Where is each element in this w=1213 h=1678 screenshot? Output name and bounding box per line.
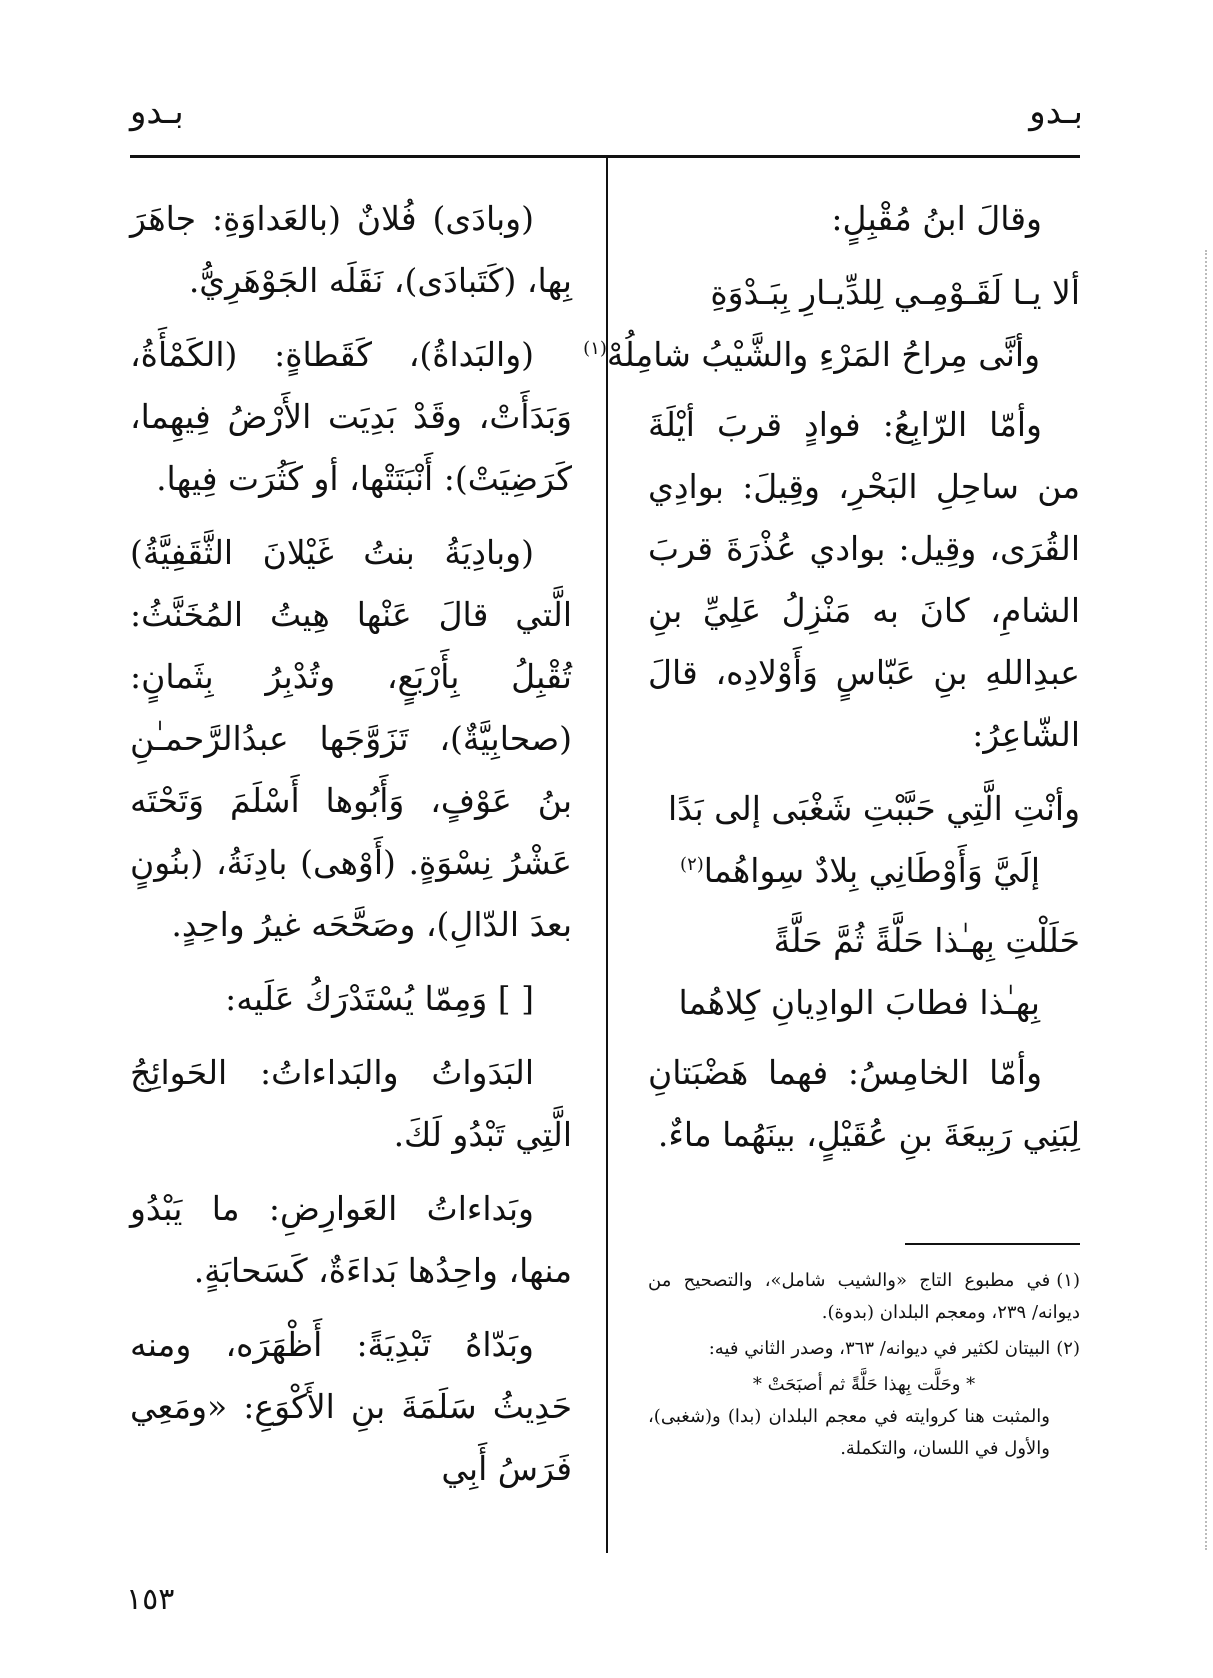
left-paragraph-2: (والبَداةُ)، كَقَطاةٍ: (الكَمْأَةُ، وَبَدَأَتْ، وقَدْ بَدِيَت الأَرْضُ فِيهِما، كَرَضِيَتْ): أَنْبَتَتْها، أو كَثُرَت فِيها. bbox=[130, 335, 572, 498]
footnotes bbox=[648, 1265, 1080, 1469]
footnote-2 bbox=[648, 1333, 1080, 1365]
right-column bbox=[583, 188, 1080, 1178]
verse-1-second-text: وأنَّى مِراحُ المَرْءِ والشَّيْبُ شامِلُهْ bbox=[606, 335, 1040, 374]
verse-2-second-hemistich bbox=[648, 840, 1080, 902]
page-number: ١٥٣ bbox=[126, 1582, 175, 1617]
scan-margin-marks bbox=[1201, 250, 1207, 1550]
left-paragraph-5: البَدَواتُ والبَداءاتُ: الحَوائِجُ الَّتِي تَبْدُو لَكَ. bbox=[130, 1053, 572, 1154]
footnote-2-continuation: والمثبت هنا كروايته في معجم البلدان (بدا) و(شغبى)، والأول في اللسان، والتكملة. bbox=[648, 1406, 1050, 1459]
verse-2 bbox=[648, 778, 1080, 902]
running-head-left: بـدو bbox=[130, 92, 184, 132]
footnote-mark-1: (١) bbox=[583, 338, 607, 359]
footnote-1 bbox=[648, 1265, 1080, 1329]
verse-1-first-hemistich: ألا يـا لَقَـوْمِـي لِلدِّيـارِ بِبَـدْوَةِ bbox=[710, 273, 1080, 312]
verse-1-second-hemistich bbox=[583, 324, 1080, 386]
left-paragraph-1: (وبادَى) فُلانٌ (بالعَداوَةِ: جاهَرَ بِها، (كَتَبادَى)، نَقَلَه الجَوْهَرِيُّ. bbox=[130, 199, 572, 300]
footnote-mark-2: (٢) bbox=[680, 854, 704, 875]
right-paragraph-2: وأمّا الرّابِعُ: فوادٍ قربَ أيْلَةَ من ساحِلِ البَحْرِ، وقِيلَ: بوادِي القُرَى، وقِيل: بوادي عُذْرَةَ قربَ الشامِ، كانَ به مَنْزِلُ عَلِيِّ بنِ عبدِاللهِ بنِ عَبّاسٍ وَأَوْلادِه، قالَ الشّاعِرُ: bbox=[648, 405, 1080, 754]
left-paragraph-7: وبَدّاهُ تَبْدِيَةً: أَظْهَرَه، ومنه حَدِيثُ سَلَمَةَ بنِ الأَكْوَعِ: «ومَعِي فَرَسُ أَبِي bbox=[130, 1325, 572, 1488]
footnote-2-verse: * وحَلَّت بِهذا حَلَّةً ثم أصبَحَتْ * bbox=[752, 1374, 976, 1395]
verse-3-first-hemistich: حَلَلْتِ بِهـٰذا حَلَّةً ثُمَّ حَلَّةً bbox=[773, 921, 1080, 960]
verse-1 bbox=[583, 262, 1080, 386]
footnote-2-text: البيتان لكثير في ديوانه/ ٣٦٣، وصدر الثاني فيه: bbox=[708, 1338, 1051, 1359]
left-paragraph-6: وبَداءاتُ العَوارِضِ: ما يَبْدُو منها، واحِدُها بَداءَةٌ، كَسَحابَةٍ. bbox=[130, 1189, 572, 1290]
header-rule bbox=[130, 155, 1080, 158]
verse-3 bbox=[648, 910, 1080, 1034]
verse-2-first-hemistich: وأنْتِ الَّتِي حَبَّبْتِ شَغْبَى إلى بَدًا bbox=[668, 789, 1080, 828]
left-column bbox=[130, 188, 572, 1512]
left-paragraph-4: [ ] وَمِمّا يُسْتَدْرَكُ عَلَيه: bbox=[225, 979, 534, 1018]
right-paragraph-3: وأمّا الخامِسُ: فهما هَضْبَتانِ لِبَنِي رَبِيعَةَ بنِ عُقَيْلٍ، بينَهُما ماءٌ. bbox=[648, 1053, 1080, 1154]
footnote-2-number: (٢) bbox=[1056, 1338, 1080, 1359]
footnote-rule bbox=[905, 1243, 1080, 1245]
left-paragraph-3: (وبادِيَةُ بنتُ غَيْلانَ الثَّقَفِيَّةُ) الَّتي قالَ عَنْها هِيتُ المُخَنَّثُ: تُقْبِلُ بِأَرْبَعٍ، وتُدْبِرُ بِثَمانٍ: (صحابِيَّةٌ)، تَزَوَّجَها عبدُالرَّحمـٰنِ بنُ عَوْفٍ، وَأَبُوها أَسْلَمَ وَتَحْتَه عَشْرُ نِسْوَةٍ. (أَوْهى) بادِنَةُ، (بنُونٍ بعدَ الدّالِ)، وصَحَّحَه غيرُ واحِدٍ. bbox=[130, 533, 572, 944]
verse-3-second-hemistich: بِهـٰذا فطابَ الوادِيانِ كِلاهُما bbox=[678, 983, 1040, 1022]
verse-2-second-text: إلَيَّ وَأَوْطَانِي بِلادٌ سِواهُما bbox=[703, 851, 1040, 890]
right-paragraph-1: وقالَ ابنُ مُقْبِلٍ: bbox=[831, 199, 1042, 238]
footnote-1-text: في مطبوع التاج «والشيب شامل»، والتصحيح من ديوانه/ ٢٣٩، ومعجم البلدان (بدوة). bbox=[648, 1270, 1080, 1323]
running-head-right: بـدو bbox=[1029, 92, 1083, 132]
footnote-1-number: (١) bbox=[1056, 1270, 1080, 1291]
